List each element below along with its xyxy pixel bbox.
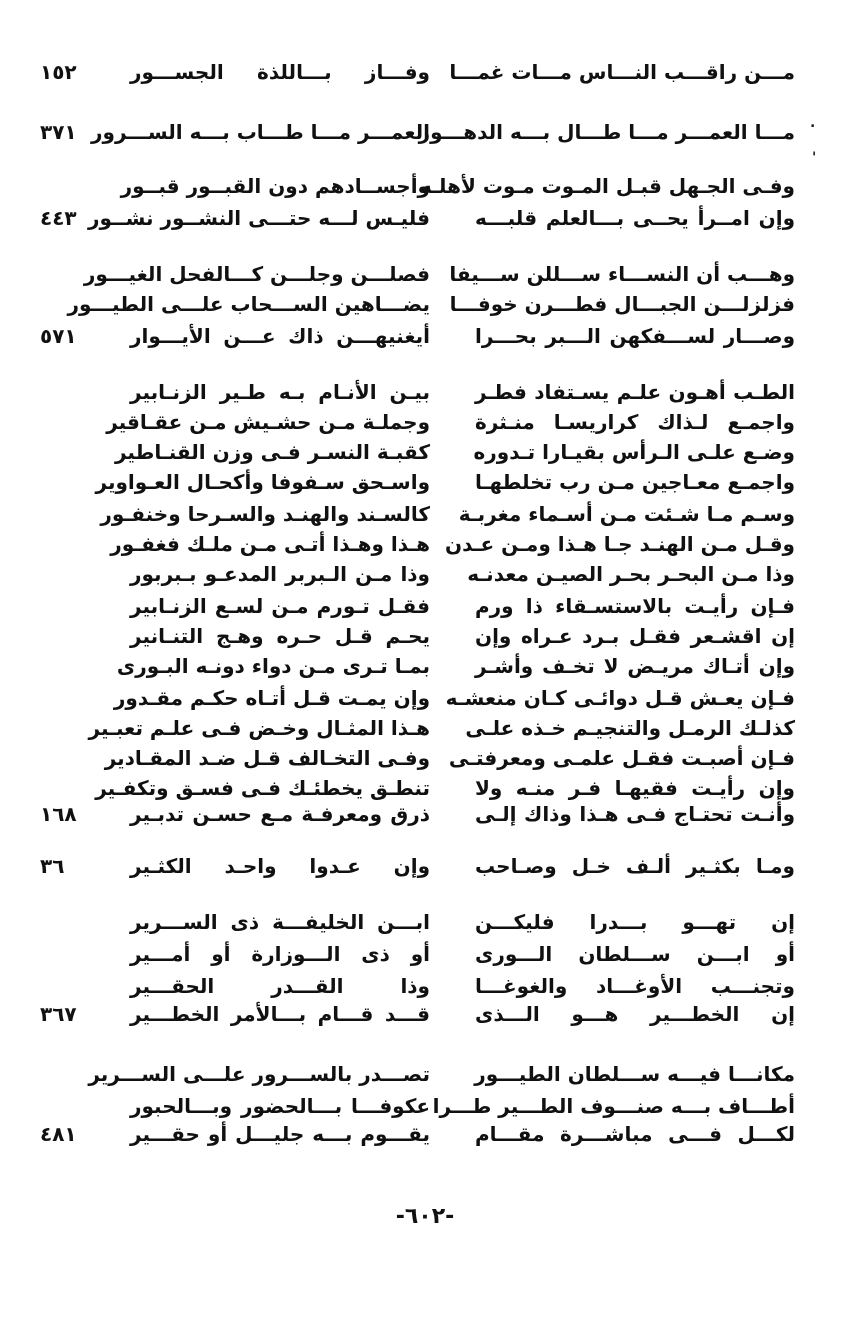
verse-first-hemistich: فـإن أصبـت فقـل علمـى ومعرفتـى xyxy=(448,746,795,770)
verse-first-hemistich: أو ابـــن ســـلطان الـــورى xyxy=(475,942,795,966)
verse-first-hemistich: كذلـك الرمـل والتنجيـم خـذه علـى xyxy=(465,716,795,740)
verse-first-hemistich: وإن امــرأ يحــى بـــالعلم قلبـــه xyxy=(475,206,795,230)
verse-first-hemistich: وصـــار لســـفكهن الـــبر بحـــرا xyxy=(475,324,795,348)
verse-second-hemistich: كقبـة النسـر فـى وزن القنـاطير xyxy=(114,440,430,464)
verse-second-hemistich: واسـحق سـفوفا وأكحـال العـواوير xyxy=(95,470,430,494)
verse-second-hemistich: بيـن الأنـام بـه طـير الزنـابير xyxy=(130,380,430,404)
verse-first-hemistich: مـــن راقـــب النـــاس مـــات غمـــا xyxy=(449,60,795,84)
verse-second-hemistich: ذرق ومعرفـة مـع حسـن تدبـير xyxy=(130,802,430,826)
verse-number: ٤٤٣ xyxy=(40,206,77,230)
verse-first-hemistich: وسـم مـا شـئت مـن أسـماء مغربـة xyxy=(458,502,795,526)
verse-first-hemistich: إن تهـــو بـــدرا فليكـــن xyxy=(475,910,795,934)
verse-second-hemistich: يضـــاهين الســـحاب علـــى الطيـــور xyxy=(67,292,430,316)
verse-second-hemistich: فصلـــن وجلـــن كـــالفحل الغيـــور xyxy=(83,262,430,286)
verse-second-hemistich: وأجســادهم دون القبــور قبــور xyxy=(120,174,430,198)
verse-first-hemistich: الطـب أهـون علـم يسـتفاد فطـر xyxy=(475,380,795,404)
verse-first-hemistich: وإن رأيـت فقيهـا فـر منـه ولا xyxy=(475,776,795,800)
verse-number: ١٥٢ xyxy=(40,60,77,84)
verse-first-hemistich: وهـــب أن النســـاء ســـللن ســـيفا xyxy=(449,262,795,286)
verse-second-hemistich: وفـى التخـالف قـل ضـد المقـادير xyxy=(104,746,430,770)
verse-second-hemistich: بمـا تـرى مـن دواء دونـه البـورى xyxy=(116,654,430,678)
verse-number: ٣٦٧ xyxy=(40,1002,77,1026)
verse-first-hemistich: إن اقشـعر فقـل بـرد عـراه وإن xyxy=(475,624,795,648)
verse-second-hemistich: فليـس لـــه حتـــى النشــور نشــور xyxy=(87,206,430,230)
verse-first-hemistich: فـإن يعـش قـل دوائـى كـان منعشـه xyxy=(445,686,795,710)
verse-first-hemistich: وذا مـن البحـر بحـر الصيـن معدنـه xyxy=(467,562,795,586)
verse-first-hemistich: مكانـــا فيـــه ســـلطان الطيـــور xyxy=(474,1062,795,1086)
verse-first-hemistich: لكـــل فـــى مباشـــرة مقـــام xyxy=(475,1122,795,1146)
verse-second-hemistich: العمـــر مـــا طـــاب بـــه الســـرور xyxy=(91,120,430,144)
verse-first-hemistich: وإن أتـاك مريـض لا تخـف وأشـر xyxy=(475,654,795,678)
page-number: -٦٠٢- xyxy=(395,1204,455,1229)
verse-first-hemistich: أطـــاف بـــه صنـــوف الطـــير طـــرا xyxy=(432,1094,795,1118)
verse-second-hemistich: وإن يمـت قـل أتـاه حكـم مقـدور xyxy=(113,686,430,710)
verse-second-hemistich: هـذا وهـذا أتـى مـن ملـك فغفـور xyxy=(110,532,430,556)
verse-second-hemistich: يقـــوم بـــه جليـــل أو حقـــير xyxy=(130,1122,430,1146)
verse-first-hemistich: وفـى الجـهل قبـل المـوت مـوت لأهلـه xyxy=(419,174,795,198)
verse-number: ١٦٨ xyxy=(40,802,77,826)
verse-second-hemistich: ابـــن الخليفـــة ذى الســـرير xyxy=(130,910,430,934)
verse-first-hemistich: إن الخطـــير هـــو الـــذى xyxy=(475,1002,795,1026)
verse-second-hemistich: وجملـة مـن حشـيش مـن عقـاقير xyxy=(106,410,430,434)
verse-number: ٤٨١ xyxy=(40,1122,77,1146)
verse-first-hemistich: وأنـت تحتـاج فـى هـذا وذاك إلـى xyxy=(475,802,795,826)
verse-first-hemistich: مـــا العمـــر مـــا طـــال بـــه الدهـــور xyxy=(418,120,795,144)
verse-second-hemistich: تنطـق يخطئـك فـى فسـق وتكفـير xyxy=(95,776,430,800)
verse-first-hemistich: ومـا بكثـير ألـف خـل وصـاحب xyxy=(475,854,795,878)
verse-first-hemistich: وتجنـــب الأوغـــاد والغوغـــا xyxy=(475,974,795,998)
verse-second-hemistich: وفـــاز بـــاللذة الجســـور xyxy=(130,60,430,84)
verse-second-hemistich: عكوفـــا بـــالحضور وبـــالحبور xyxy=(130,1094,430,1118)
verse-second-hemistich: وإن عـدوا واحـد الكثـير xyxy=(130,854,430,878)
margin-mark: ' xyxy=(812,150,817,166)
verse-first-hemistich: واجمـع معـاجين مـن رب تخلطهـا xyxy=(475,470,795,494)
verse-first-hemistich: واجمـع لـذاك كراريسـا منـثرة xyxy=(475,410,795,434)
margin-mark: . xyxy=(810,115,816,131)
verse-first-hemistich: وضـع علـى الـرأس بقيـارا تـدوره xyxy=(473,440,795,464)
verse-second-hemistich: قـــد قـــام بـــالأمر الخطـــير xyxy=(130,1002,430,1026)
verse-first-hemistich: وقـل مـن الهنـد جـا هـذا ومـن عـدن xyxy=(445,532,795,556)
verse-second-hemistich: يحـم قـل حـره وهـج التنـانير xyxy=(130,624,430,648)
verse-second-hemistich: هـذا المثـال وخـض فـى علـم تعبـير xyxy=(88,716,430,740)
verse-number: ٥٧١ xyxy=(40,324,77,348)
verse-second-hemistich: وذا القـــدر الحقـــير xyxy=(130,974,430,998)
verse-second-hemistich: أيغنيهـــن ذاك عـــن الأيـــوار xyxy=(130,324,430,348)
verse-second-hemistich: وذا مـن الـبربر المدعـو بـبربور xyxy=(130,562,430,586)
verse-first-hemistich: فزلزلـــن الجبـــال فطـــرن خوفـــا xyxy=(449,292,795,316)
verse-second-hemistich: أو ذى الـــوزارة أو أمـــير xyxy=(130,942,430,966)
verse-second-hemistich: فقـل تـورم مـن لسـع الزنـابير xyxy=(130,594,430,618)
verse-number: ٣٧١ xyxy=(40,120,77,144)
verse-second-hemistich: كالسـند والهنـد والسـرحا وخنفـور xyxy=(100,502,430,526)
verse-first-hemistich: فـإن رأيـت بالاستسـقاء ذا ورم xyxy=(475,594,795,618)
verse-second-hemistich: تصـــدر بالســـرور علـــى الســـرير xyxy=(88,1062,430,1086)
verse-number: ٣٦ xyxy=(40,854,65,878)
